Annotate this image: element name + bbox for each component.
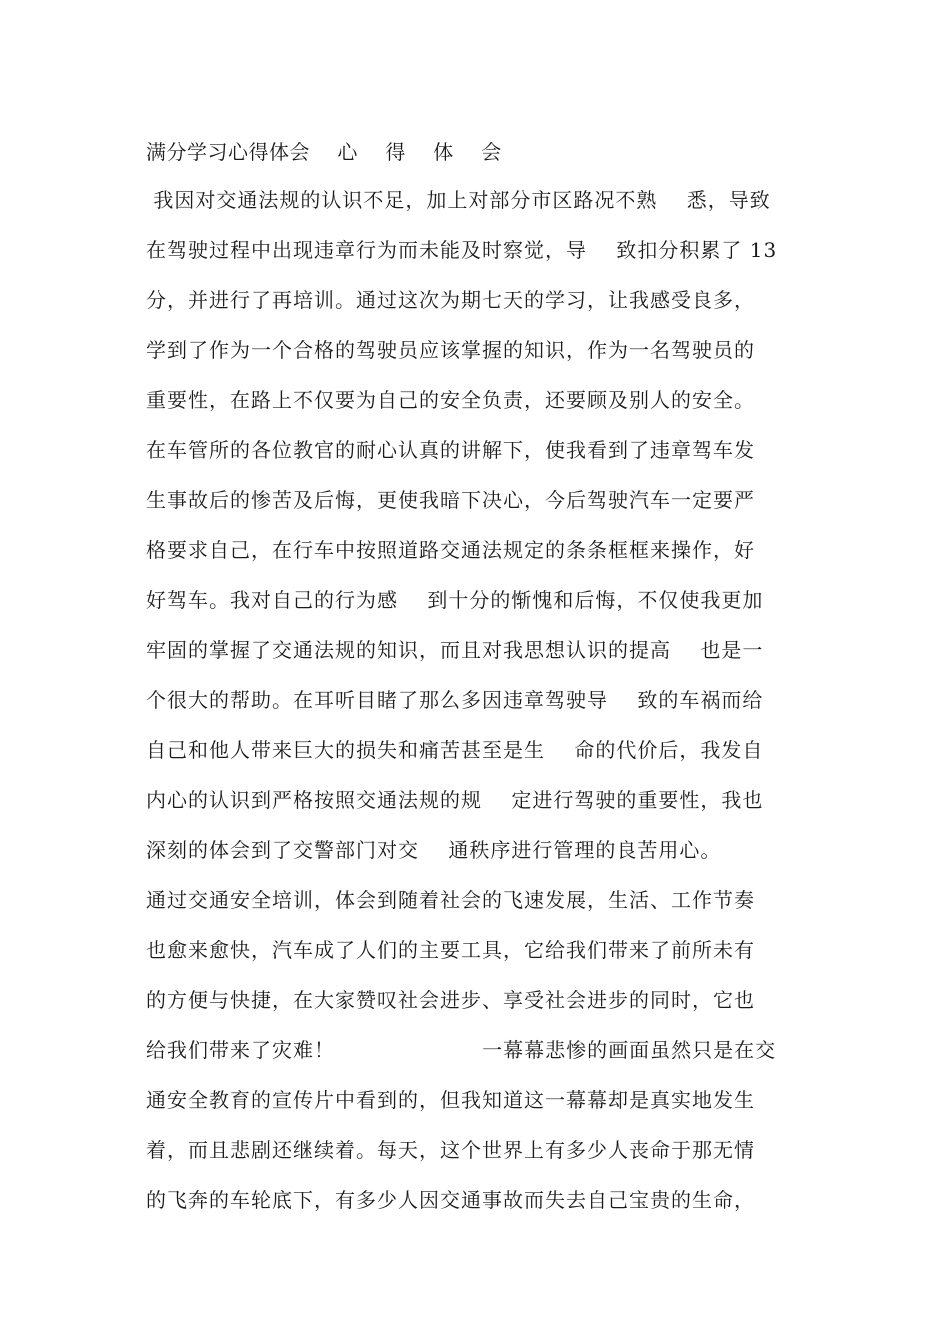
body-line-4: 学到了作为一个合格的驾驶员应该掌握的知识，作为一名驾驶员的 bbox=[146, 338, 755, 362]
body-line-6: 在车管所的各位教官的耐心认真的讲解下，使我看到了违章驾车发 bbox=[146, 438, 755, 462]
body-line-7: 生事故后的惨苦及后悔，更使我暗下决心，今后驾驶汽车一定要严 bbox=[146, 488, 755, 512]
body-line-9: 好驾车。我对自己的行为感 到十分的惭愧和后悔，不仅使我更加 bbox=[146, 588, 764, 612]
body-line-15: 通过交通安全培训，体会到随着社会的飞速发展，生活、工作节奏 bbox=[146, 888, 755, 912]
body-line-3: 分，并进行了再培训。通过这次为期七天的学习，让我感受良多， bbox=[146, 288, 755, 312]
body-line-20: 着，而且悲剧还继续着。每天，这个世界上有多少人丧命于那无情 bbox=[146, 1138, 755, 1162]
body-line-8: 格要求自己，在行车中按照道路交通法规定的条条框框来操作，好 bbox=[146, 538, 755, 562]
body-line-21: 的飞奔的车轮底下，有多少人因交通事故而失去自己宝贵的生命， bbox=[146, 1188, 755, 1212]
body-line-14: 深刻的体会到了交警部门对交 通秩序进行管理的良苦用心。 bbox=[146, 838, 722, 862]
body-line-18: 给我们带来了灾难！ 一幕幕悲惨的画面虽然只是在交 bbox=[146, 1038, 777, 1062]
body-line-5: 重要性，在路上不仅要为自己的安全负责，还要顾及别人的安全。 bbox=[146, 388, 755, 412]
body-line-16: 也愈来愈快，汽车成了人们的主要工具，它给我们带来了前所未有 bbox=[146, 938, 755, 962]
body-line-10: 牢固的掌握了交通法规的知识，而且对我思想认识的提高 也是一 bbox=[146, 638, 764, 662]
body-line-2: 在驾驶过程中出现违章行为而未能及时察觉，导 致扣分积累了 13 bbox=[146, 238, 778, 262]
body-line-19: 通安全教育的宣传片中看到的，但我知道这一幕幕却是真实地发生 bbox=[146, 1088, 755, 1112]
body-line-12: 自己和他人带来巨大的损失和痛苦甚至是生 命的代价后，我发自 bbox=[146, 738, 764, 762]
body-line-1: 我因对交通法规的认识不足，加上对部分市区路况不熟 悉，导致 bbox=[146, 188, 771, 212]
body-line-13: 内心的认识到严格按照交通法规的规 定进行驾驶的重要性，我也 bbox=[146, 788, 764, 812]
body-line-17: 的方便与快捷，在大家赞叹社会进步、享受社会进步的同时，它也 bbox=[146, 988, 755, 1012]
document-title: 满分学习心得体会 心 得 体 会 bbox=[146, 140, 502, 164]
body-line-11: 个很大的帮助。在耳听目睹了那么多因违章驾驶导 致的车祸而给 bbox=[146, 688, 764, 712]
